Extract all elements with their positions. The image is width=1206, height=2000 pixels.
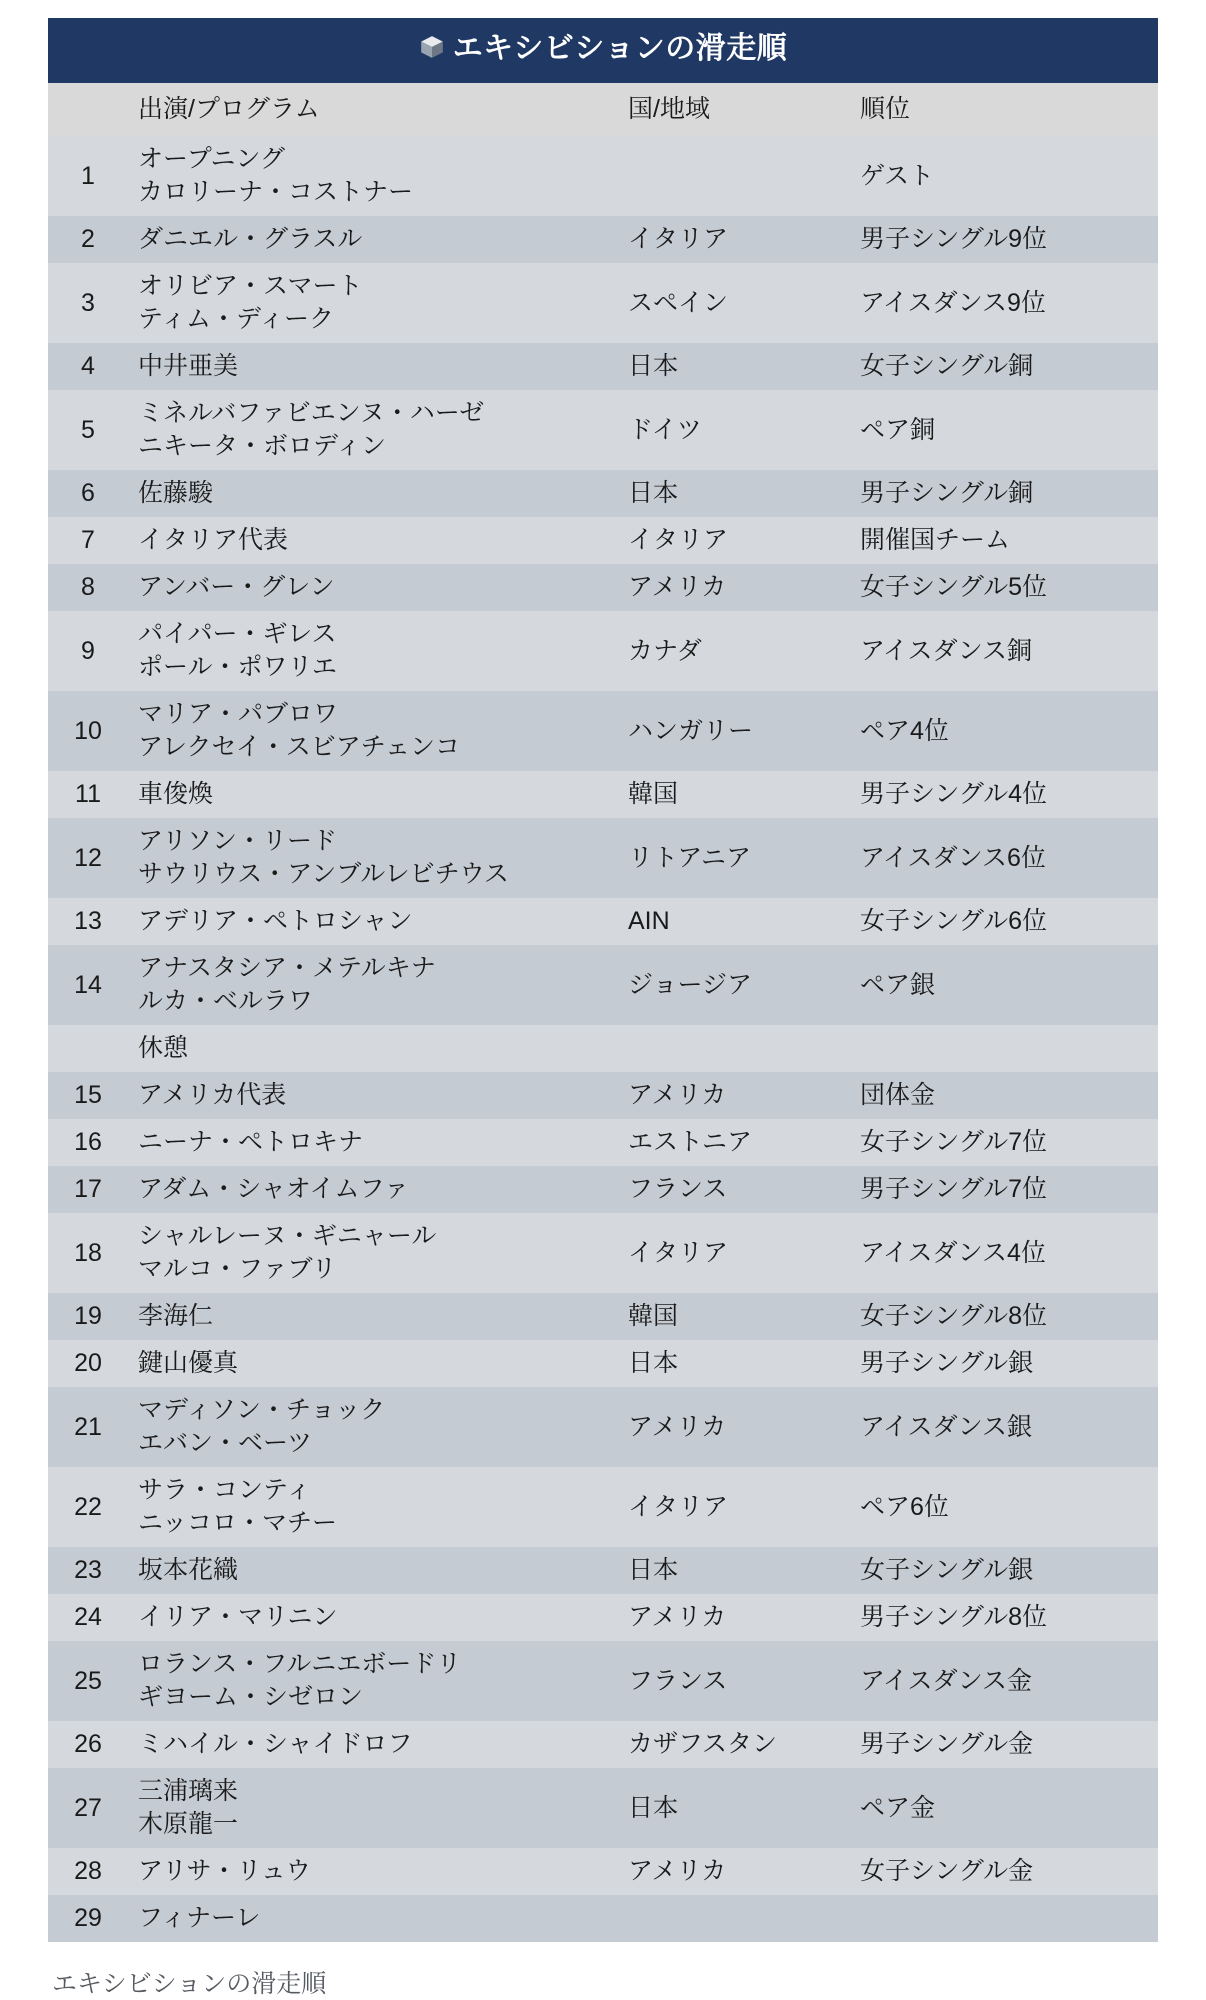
table-caption: エキシビションの滑走順	[52, 1970, 327, 1998]
cell-program	[128, 945, 618, 1025]
cell-country	[618, 136, 850, 216]
table-title-bar	[48, 18, 1158, 83]
cell-country: カザフスタン	[618, 1721, 850, 1768]
cell-program	[128, 1594, 618, 1641]
cell-program-line2: ティム・ディーク	[138, 305, 335, 333]
table-row	[48, 1467, 1158, 1547]
cell-number: 4	[48, 343, 128, 390]
cell-rank: 女子シングル銅	[850, 343, 1158, 390]
table-row	[48, 611, 1158, 691]
cell-program-line1: 車俊煥	[138, 780, 214, 808]
table-row	[48, 1721, 1158, 1768]
table-row	[48, 564, 1158, 611]
column-header-number	[48, 83, 128, 136]
cell-program-line1: アンバー・グレン	[138, 573, 335, 601]
cell-program	[128, 1721, 618, 1768]
cell-program-line2: ルカ・ベルラワ	[138, 987, 314, 1015]
cell-country: 日本	[618, 343, 850, 390]
cell-program	[128, 564, 618, 611]
cell-program-line1: 休憩	[138, 1034, 189, 1062]
cell-number: 20	[48, 1340, 128, 1387]
cell-number: 3	[48, 263, 128, 343]
cell-number: 6	[48, 470, 128, 517]
cell-number: 29	[48, 1895, 128, 1942]
cell-program-line1: 三浦璃来	[138, 1777, 239, 1805]
cell-rank: アイスダンス銅	[850, 611, 1158, 691]
table-row	[48, 263, 1158, 343]
cell-rank: 開催国チーム	[850, 517, 1158, 564]
cell-program-line1: 坂本花織	[138, 1556, 239, 1584]
cell-country: スペイン	[618, 263, 850, 343]
cell-program-line1: オリビア・スマート	[138, 272, 363, 300]
cell-country: ハンガリー	[618, 691, 850, 771]
cell-program	[128, 263, 618, 343]
table-header-row	[48, 83, 1158, 136]
cell-program-line1: 李海仁	[138, 1302, 214, 1330]
table-row	[48, 1340, 1158, 1387]
table-row	[48, 818, 1158, 898]
cell-program-line1: フィナーレ	[138, 1904, 261, 1932]
cell-program-line1: 鍵山優真	[138, 1349, 239, 1377]
table-row	[48, 1293, 1158, 1340]
cell-program-line2: ギヨーム・シゼロン	[138, 1683, 364, 1711]
cell-country: フランス	[618, 1166, 850, 1213]
cell-rank: アイスダンス9位	[850, 263, 1158, 343]
cell-program-line2: 木原龍一	[138, 1810, 239, 1838]
cell-rank: アイスダンス銀	[850, 1387, 1158, 1467]
cell-rank: 女子シングル銀	[850, 1547, 1158, 1594]
cell-program	[128, 390, 618, 470]
cell-program	[128, 1340, 618, 1387]
table-row	[48, 1594, 1158, 1641]
cell-number: 14	[48, 945, 128, 1025]
cell-program	[128, 898, 618, 945]
cell-country: ドイツ	[618, 390, 850, 470]
cell-country: アメリカ	[618, 1848, 850, 1895]
cell-rank: ペア4位	[850, 691, 1158, 771]
cell-country: イタリア	[618, 517, 850, 564]
cell-program	[128, 1387, 618, 1467]
cell-country: 日本	[618, 1340, 850, 1387]
cell-program-line1: アリサ・リュウ	[138, 1857, 311, 1885]
cell-program	[128, 343, 618, 390]
cell-program	[128, 1166, 618, 1213]
cell-country: 日本	[618, 1547, 850, 1594]
cell-rank: ゲスト	[850, 136, 1158, 216]
cell-program-line1: サラ・コンティ	[138, 1476, 312, 1504]
cell-number: 15	[48, 1072, 128, 1119]
schedule-table-wrap	[48, 18, 1158, 1942]
cell-program-line1: マリア・パブロワ	[138, 700, 339, 728]
cell-number: 28	[48, 1848, 128, 1895]
cell-program-line2: ポール・ポワリエ	[138, 653, 338, 681]
cell-rank: 男子シングル銀	[850, 1340, 1158, 1387]
cell-rank: ペア銀	[850, 945, 1158, 1025]
cell-country: フランス	[618, 1641, 850, 1721]
cell-country: リトアニア	[618, 818, 850, 898]
cube-icon	[419, 34, 445, 67]
cell-country: アメリカ	[618, 1594, 850, 1641]
cell-program-line2: ニッコロ・マチー	[138, 1509, 338, 1537]
cell-country: エストニア	[618, 1119, 850, 1166]
table-row	[48, 1768, 1158, 1848]
cell-country: AIN	[618, 898, 850, 945]
cell-program	[128, 1895, 618, 1942]
cell-number: 11	[48, 771, 128, 818]
cell-rank: 男子シングル9位	[850, 216, 1158, 263]
cell-number: 21	[48, 1387, 128, 1467]
cell-program	[128, 517, 618, 564]
cell-rank: ペア金	[850, 1768, 1158, 1848]
table-row	[48, 1119, 1158, 1166]
cell-number: 25	[48, 1641, 128, 1721]
cell-rank: ペア銅	[850, 390, 1158, 470]
cell-number: 17	[48, 1166, 128, 1213]
table-row	[48, 945, 1158, 1025]
cell-rank: 団体金	[850, 1072, 1158, 1119]
cell-number	[48, 1025, 128, 1072]
cell-country: 韓国	[618, 771, 850, 818]
cell-program-line1: アダム・シャオイムファ	[138, 1175, 410, 1203]
table-row	[48, 517, 1158, 564]
cell-country	[618, 1025, 850, 1072]
cell-rank: アイスダンス4位	[850, 1213, 1158, 1293]
cell-program-line1: ミネルバファビエンヌ・ハーゼ	[138, 399, 485, 427]
cell-country: ジョージア	[618, 945, 850, 1025]
cell-rank: アイスダンス金	[850, 1641, 1158, 1721]
table-row	[48, 470, 1158, 517]
cell-program-line1: ダニエル・グラスル	[138, 225, 363, 253]
cell-rank: アイスダンス6位	[850, 818, 1158, 898]
cell-program-line2: カロリーナ・コストナー	[138, 178, 414, 206]
cell-program-line1: アデリア・ペトロシャン	[138, 907, 413, 935]
table-row	[48, 1641, 1158, 1721]
cell-program-line1: アナスタシア・メテルキナ	[138, 954, 436, 982]
cell-program	[128, 771, 618, 818]
cell-program	[128, 691, 618, 771]
cell-number: 23	[48, 1547, 128, 1594]
table-row	[48, 343, 1158, 390]
cell-number: 8	[48, 564, 128, 611]
cell-number: 2	[48, 216, 128, 263]
cell-rank: 男子シングル7位	[850, 1166, 1158, 1213]
cell-number: 19	[48, 1293, 128, 1340]
cell-program	[128, 216, 618, 263]
cell-number: 12	[48, 818, 128, 898]
cell-country: アメリカ	[618, 1387, 850, 1467]
table-row	[48, 216, 1158, 263]
cell-country: アメリカ	[618, 564, 850, 611]
table-row	[48, 691, 1158, 771]
cell-country: カナダ	[618, 611, 850, 691]
cell-rank: 女子シングル5位	[850, 564, 1158, 611]
cell-program-line1: オープニング	[138, 145, 286, 173]
cell-program-line2: サウリウス・アンブルレビチウス	[138, 860, 509, 888]
cell-rank: 女子シングル金	[850, 1848, 1158, 1895]
cell-program	[128, 1547, 618, 1594]
table-row	[48, 1387, 1158, 1467]
cell-program	[128, 1641, 618, 1721]
cell-rank: 男子シングル4位	[850, 771, 1158, 818]
cell-program	[128, 1768, 618, 1848]
table-row	[48, 1848, 1158, 1895]
cell-rank: 女子シングル8位	[850, 1293, 1158, 1340]
cell-program-line1: マディソン・チョック	[138, 1396, 386, 1424]
cell-rank	[850, 1895, 1158, 1942]
cell-country: 韓国	[618, 1293, 850, 1340]
cell-number: 7	[48, 517, 128, 564]
cell-program	[128, 136, 618, 216]
cell-program-line1: ロランス・フルニエボードリ	[138, 1650, 462, 1678]
cell-number: 16	[48, 1119, 128, 1166]
cell-rank: 男子シングル銅	[850, 470, 1158, 517]
table-row	[48, 1166, 1158, 1213]
cell-program	[128, 1467, 618, 1547]
cell-program-line2: エバン・ベーツ	[138, 1429, 313, 1457]
table-row	[48, 1547, 1158, 1594]
cell-program	[128, 1213, 618, 1293]
cell-rank: 男子シングル8位	[850, 1594, 1158, 1641]
cell-program-line1: 佐藤駿	[138, 479, 214, 507]
cell-number: 10	[48, 691, 128, 771]
cell-program-line1: ニーナ・ペトロキナ	[138, 1128, 364, 1156]
cell-program	[128, 1119, 618, 1166]
table-body	[48, 136, 1158, 1942]
cell-program	[128, 470, 618, 517]
cell-program	[128, 1072, 618, 1119]
cell-program-line2: ニキータ・ボロディン	[138, 432, 387, 460]
column-header-country: 国/地域	[618, 83, 850, 136]
cell-program-line2: アレクセイ・スビアチェンコ	[138, 733, 461, 761]
cell-number: 26	[48, 1721, 128, 1768]
cell-program	[128, 1025, 618, 1072]
cell-program	[128, 1848, 618, 1895]
cell-rank: 女子シングル7位	[850, 1119, 1158, 1166]
cell-number: 24	[48, 1594, 128, 1641]
table-row	[48, 1895, 1158, 1942]
cell-country: 日本	[618, 1768, 850, 1848]
cell-number: 1	[48, 136, 128, 216]
table-title-text: エキシビションの滑走順	[452, 32, 788, 65]
table-head	[48, 83, 1158, 136]
cell-program-line1: ミハイル・シャイドロフ	[138, 1730, 413, 1758]
cell-program	[128, 1293, 618, 1340]
table-row	[48, 136, 1158, 216]
cell-number: 22	[48, 1467, 128, 1547]
cell-country: イタリア	[618, 1467, 850, 1547]
column-header-program: 出演/プログラム	[128, 83, 618, 136]
table-row	[48, 1213, 1158, 1293]
table-row	[48, 771, 1158, 818]
table-row	[48, 1025, 1158, 1072]
cell-number: 27	[48, 1768, 128, 1848]
cell-program-line1: イリア・マリニン	[138, 1603, 338, 1631]
cell-number: 5	[48, 390, 128, 470]
cell-program	[128, 818, 618, 898]
cell-country: イタリア	[618, 216, 850, 263]
cell-country: イタリア	[618, 1213, 850, 1293]
table-row	[48, 390, 1158, 470]
cell-program-line1: アリソン・リード	[138, 827, 338, 855]
cell-program-line2: マルコ・ファブリ	[138, 1255, 337, 1283]
cell-program	[128, 611, 618, 691]
cell-program-line1: アメリカ代表	[138, 1081, 287, 1109]
cell-program-line1: 中井亜美	[138, 352, 239, 380]
cell-rank: 男子シングル金	[850, 1721, 1158, 1768]
table-row	[48, 1072, 1158, 1119]
cell-country	[618, 1895, 850, 1942]
cell-program-line1: パイパー・ギレス	[138, 620, 337, 648]
cell-country: 日本	[618, 470, 850, 517]
schedule-table	[48, 83, 1158, 1942]
cell-program-line1: イタリア代表	[138, 526, 289, 554]
cell-country: アメリカ	[618, 1072, 850, 1119]
cell-rank	[850, 1025, 1158, 1072]
cell-program-line1: シャルレーヌ・ギニャール	[138, 1222, 437, 1250]
cell-number: 18	[48, 1213, 128, 1293]
cell-number: 9	[48, 611, 128, 691]
column-header-rank: 順位	[850, 83, 1158, 136]
cell-rank: ペア6位	[850, 1467, 1158, 1547]
cell-rank: 女子シングル6位	[850, 898, 1158, 945]
table-row	[48, 898, 1158, 945]
cell-number: 13	[48, 898, 128, 945]
